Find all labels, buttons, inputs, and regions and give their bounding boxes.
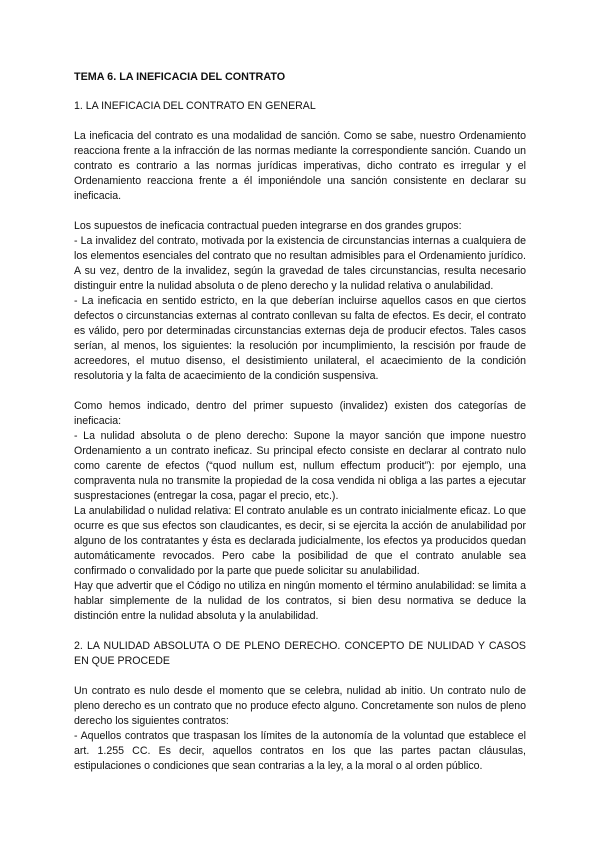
document-title: TEMA 6. LA INEFICACIA DEL CONTRATO	[74, 71, 286, 83]
paragraph-intro: Como hemos indicado, dentro del primer supuesto (invalidez) existen dos categorías de ineficacia:	[74, 400, 526, 427]
section-1-paragraph-3	[74, 399, 526, 624]
list-item-ineficacia-estricta: - La ineficacia en sentido estricto, en la que deberían incluirse aquellos casos en que ciertos defectos o circunstancias externas al contrato conllevan su falta de efectos. Es decir, el contrato es válido, pero por determinadas circunstancias externas deja de producir efectos. Tales casos serían, al menos, los siguientes: la resolución por incumplimiento, la rescisión por fraude de acreedores, el mutuo disenso, el desistimiento unilateral, el acaecimiento de la condición resolutoria y la falta de acaecimiento de la condición suspensiva.	[74, 295, 526, 382]
list-item-limites-autonomia: - Aquellos contratos que traspasan los límites de la autonomía de la voluntad que establece el art. 1.255 CC. Es decir, aquellos contratos en los que las partes pactan cláusulas, estipulaciones o condiciones que sean contrarias a la ley, a la moral o al orden público.	[74, 730, 526, 772]
section-1-heading: 1. LA INEFICACIA DEL CONTRATO EN GENERAL	[74, 100, 316, 112]
list-item-nulidad-absoluta: - La nulidad absoluta o de pleno derecho: Supone la mayor sanción que impone nuestro Ordenamiento a un contrato ineficaz. Su principal efecto consiste en declarar al contrato nulo como carente de efectos (“quod nullum est, nullum effectum producit”): por ejemplo, una compraventa nula no transmite la propiedad de la cosa vendida ni obliga a las partes a ejecutar susprestaciones (entregar la cosa, pagar el precio, etc.).	[74, 430, 526, 502]
paragraph-nulidad-concepto: Un contrato es nulo desde el momento que se celebra, nulidad ab initio. Un contrato nulo de pleno derecho es un contrato que no produce efecto alguno. Concretamente son nulos de pleno derecho los siguientes contratos:	[74, 685, 526, 727]
section-1-paragraph-2	[74, 219, 526, 384]
list-item-invalidez: - La invalidez del contrato, motivada por la existencia de circunstancias internas a cualquiera de los elementos esenciales del contrato que no resultan admisibles para el Ordenamiento jurídico. A su vez, dentro de la invalidez, según la gravedad de tales circunstancias, resulta necesario distinguir entre la nulidad absoluta o de pleno derecho y la nulidad relativa o anulabilidad.	[74, 235, 526, 292]
paragraph-anulabilidad: La anulabilidad o nulidad relativa: El contrato anulable es un contrato inicialmente eficaz. Lo que ocurre es que sus efectos son claudicantes, es decir, si se ejercita la acción de anulabilidad por alguno de los contratantes y ésta es declarada judicialmente, los efectos ya producidos quedan automáticamente revocados. Pero cabe la posibilidad de que el contrato anulable sea confirmado o convalidado por la parte que puede solicitar su anulabilidad.	[74, 505, 526, 577]
section-2-heading: 2. LA NULIDAD ABSOLUTA O DE PLENO DERECHO. CONCEPTO DE NULIDAD Y CASOS EN QUE PROCEDE	[74, 640, 526, 667]
paragraph-advertencia: Hay que advertir que el Código no utiliza en ningún momento el término anulabilidad: se limita a hablar simplemente de la nulidad de los contratos, si bien desu normativa se deduce la distinción entre la nulidad absoluta y la anulabilidad.	[74, 580, 526, 622]
section-1-paragraph-1: La ineficacia del contrato es una modalidad de sanción. Como se sabe, nuestro Ordenamiento reacciona frente a la infracción de las normas mediante la correspondiente sanción. Cuando un contrato es contrario a las normas jurídicas imperativas, dicho contrato es irregular y el Ordenamiento reacciona frente a él imponiéndole una sanción consistente en declarar su ineficacia.	[74, 130, 526, 202]
paragraph-intro: Los supuestos de ineficacia contractual pueden integrarse en dos grandes grupos:	[74, 220, 462, 232]
section-2-paragraph-1	[74, 684, 526, 774]
